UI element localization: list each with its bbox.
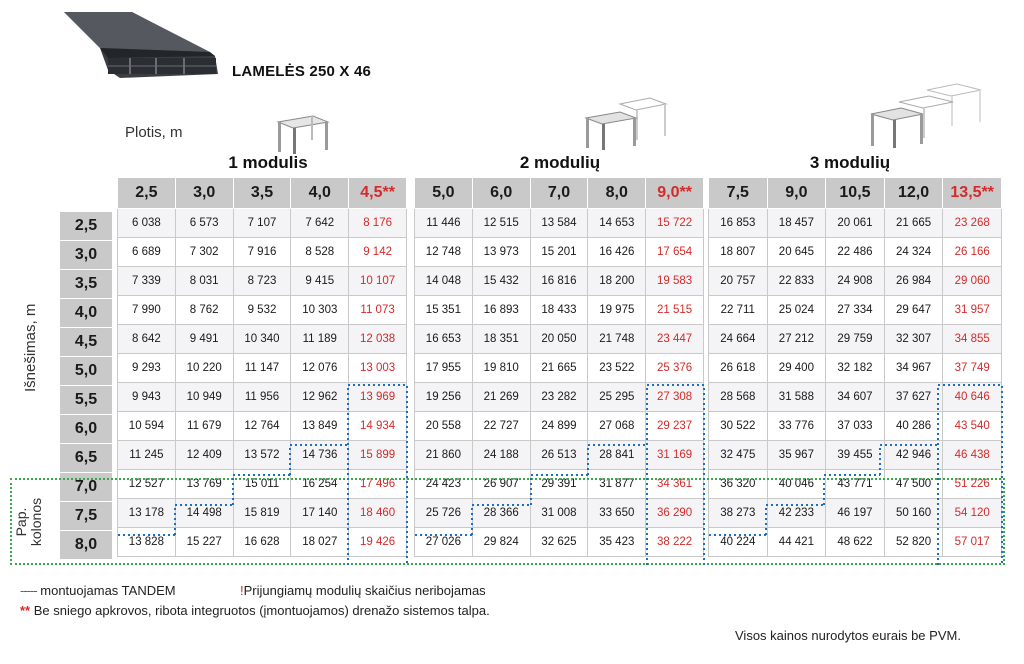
price-cell: 43 540 — [943, 412, 1002, 441]
price-cell: 17 955 — [415, 354, 473, 383]
price-cell: 24 423 — [415, 470, 473, 499]
table-row — [118, 209, 407, 238]
price-cell: 9 142 — [349, 238, 407, 267]
price-cell: 32 475 — [709, 441, 768, 470]
legend-unlimited-modules — [240, 583, 486, 598]
price-cell: 57 017 — [943, 528, 1002, 557]
price-cell: 20 050 — [530, 325, 588, 354]
price-cell: 24 188 — [472, 441, 530, 470]
price-cell: 29 647 — [884, 296, 943, 325]
price-cell: 18 433 — [530, 296, 588, 325]
table-row — [118, 383, 407, 412]
price-cell: 19 810 — [472, 354, 530, 383]
price-cell: 15 899 — [349, 441, 407, 470]
price-cell: 15 722 — [646, 209, 704, 238]
price-cell: 6 689 — [118, 238, 176, 267]
price-cell: 32 625 — [530, 528, 588, 557]
price-cell: 29 759 — [826, 325, 885, 354]
price-cell: 25 376 — [646, 354, 704, 383]
table-row — [415, 238, 704, 267]
table-row — [709, 296, 1002, 325]
column-header: 4,5** — [349, 178, 407, 209]
table-row — [415, 412, 704, 441]
price-cell: 54 120 — [943, 499, 1002, 528]
price-cell: 11 956 — [233, 383, 291, 412]
price-cell: 15 201 — [530, 238, 588, 267]
row-label: 6,5 — [60, 444, 112, 473]
price-cell: 13 828 — [118, 528, 176, 557]
price-cell: 19 975 — [588, 296, 646, 325]
price-cell: 6 573 — [175, 209, 233, 238]
extra-columns-label-line1: Pap. — [13, 507, 29, 537]
price-cell: 27 212 — [767, 325, 826, 354]
price-cell: 35 967 — [767, 441, 826, 470]
price-cell: 9 415 — [291, 267, 349, 296]
price-cell: 16 653 — [415, 325, 473, 354]
price-cell: 47 500 — [884, 470, 943, 499]
price-cell: 9 943 — [118, 383, 176, 412]
price-cell: 38 273 — [709, 499, 768, 528]
price-cell: 31 169 — [646, 441, 704, 470]
price-cell: 25 024 — [767, 296, 826, 325]
price-cell: 21 665 — [530, 354, 588, 383]
column-header: 9,0 — [767, 178, 826, 209]
price-cell: 20 757 — [709, 267, 768, 296]
price-cell: 26 166 — [943, 238, 1002, 267]
price-cell: 8 528 — [291, 238, 349, 267]
price-cell: 21 515 — [646, 296, 704, 325]
price-cell: 33 776 — [767, 412, 826, 441]
price-cell: 28 841 — [588, 441, 646, 470]
price-cell: 17 140 — [291, 499, 349, 528]
double-asterisk-mark: ** — [20, 603, 31, 618]
table-row — [415, 383, 704, 412]
row-label: 8,0 — [60, 531, 112, 560]
row-label: 4,0 — [60, 299, 112, 328]
pergola-3-modules-icon — [865, 82, 985, 152]
table-row — [118, 267, 407, 296]
price-cell: 51 226 — [943, 470, 1002, 499]
exclamation-mark: ! — [240, 583, 244, 598]
price-cell: 26 513 — [530, 441, 588, 470]
group-3-title: 3 modulių — [809, 153, 891, 172]
price-cell: 10 303 — [291, 296, 349, 325]
table-row — [709, 325, 1002, 354]
price-cell: 8 031 — [175, 267, 233, 296]
table-row — [415, 354, 704, 383]
price-cell: 23 268 — [943, 209, 1002, 238]
price-cell: 15 432 — [472, 267, 530, 296]
price-cell: 36 290 — [646, 499, 704, 528]
price-cell: 15 011 — [233, 470, 291, 499]
price-cell: 40 286 — [884, 412, 943, 441]
price-cell: 12 764 — [233, 412, 291, 441]
legend-note-text: Be sniego apkrovos, ribota integruotos (įmontuojamos) drenažo sistemos talpa. — [30, 603, 490, 618]
price-cell: 18 460 — [349, 499, 407, 528]
column-header: 3,0 — [175, 178, 233, 209]
table-row — [709, 209, 1002, 238]
price-cell: 46 197 — [826, 499, 885, 528]
table-row — [709, 267, 1002, 296]
column-header: 7,5 — [709, 178, 768, 209]
price-cell: 10 594 — [118, 412, 176, 441]
price-cell: 27 308 — [646, 383, 704, 412]
length-axis-label: Išnešimas, m — [22, 303, 39, 392]
column-header: 6,0 — [472, 178, 530, 209]
legend-tandem-text: montuojamas TANDEM — [36, 583, 176, 598]
column-header: 12,0 — [884, 178, 943, 209]
price-cell: 39 455 — [826, 441, 885, 470]
price-cell: 12 748 — [415, 238, 473, 267]
group-1-title: 1 modulis — [228, 153, 308, 172]
price-cell: 16 628 — [233, 528, 291, 557]
price-cell: 34 361 — [646, 470, 704, 499]
price-cell: 37 749 — [943, 354, 1002, 383]
price-cell: 13 849 — [291, 412, 349, 441]
price-cell: 48 622 — [826, 528, 885, 557]
table-row — [415, 209, 704, 238]
column-header: 4,0 — [291, 178, 349, 209]
column-header: 13,5** — [943, 178, 1002, 209]
price-cell: 10 107 — [349, 267, 407, 296]
price-cell: 23 447 — [646, 325, 704, 354]
price-cell: 18 457 — [767, 209, 826, 238]
column-header: 5,0 — [415, 178, 473, 209]
pergola-1-module-icon — [268, 112, 338, 154]
price-cell: 21 748 — [588, 325, 646, 354]
price-cell: 29 391 — [530, 470, 588, 499]
price-cell: 16 426 — [588, 238, 646, 267]
price-cell: 22 727 — [472, 412, 530, 441]
column-header: 9,0** — [646, 178, 704, 209]
price-cell: 40 224 — [709, 528, 768, 557]
table-row — [709, 238, 1002, 267]
price-cell: 23 522 — [588, 354, 646, 383]
price-cell: 12 038 — [349, 325, 407, 354]
price-cell: 8 176 — [349, 209, 407, 238]
price-cell: 12 962 — [291, 383, 349, 412]
product-title: LAMELĖS 250 X 46 — [232, 63, 372, 80]
price-cell: 7 107 — [233, 209, 291, 238]
row-label: 3,0 — [60, 241, 112, 270]
price-cell: 19 426 — [349, 528, 407, 557]
row-label: 7,5 — [60, 502, 112, 531]
tandem-line-symbol: ----- — [20, 583, 37, 598]
extra-columns-label — [14, 486, 44, 558]
price-cell: 7 916 — [233, 238, 291, 267]
price-cell: 16 893 — [472, 296, 530, 325]
extra-columns-label-line2: kolonos — [28, 497, 44, 547]
price-cell: 8 723 — [233, 267, 291, 296]
price-cell: 50 160 — [884, 499, 943, 528]
legend-unlimited-text: Prijungiamų modulių skaičius neribojamas — [243, 583, 486, 598]
price-cell: 29 237 — [646, 412, 704, 441]
price-cell: 52 820 — [884, 528, 943, 557]
price-cell: 16 254 — [291, 470, 349, 499]
row-label: 4,5 — [60, 328, 112, 357]
price-cell: 27 334 — [826, 296, 885, 325]
price-cell: 7 642 — [291, 209, 349, 238]
price-cell: 28 366 — [472, 499, 530, 528]
price-cell: 13 969 — [349, 383, 407, 412]
price-cell: 14 736 — [291, 441, 349, 470]
table-row — [118, 441, 407, 470]
table-row — [709, 383, 1002, 412]
table-row — [415, 296, 704, 325]
extra-columns-region — [10, 478, 1005, 565]
price-cell: 31 008 — [530, 499, 588, 528]
price-cell: 20 061 — [826, 209, 885, 238]
price-cell: 31 588 — [767, 383, 826, 412]
price-cell: 20 558 — [415, 412, 473, 441]
price-cell: 14 653 — [588, 209, 646, 238]
price-cell: 7 302 — [175, 238, 233, 267]
price-cell: 21 269 — [472, 383, 530, 412]
price-cell: 13 178 — [118, 499, 176, 528]
row-label: 5,5 — [60, 386, 112, 415]
table-row — [709, 412, 1002, 441]
price-cell: 40 646 — [943, 383, 1002, 412]
price-cell: 28 568 — [709, 383, 768, 412]
column-header: 2,5 — [118, 178, 176, 209]
price-cell: 18 027 — [291, 528, 349, 557]
price-cell: 12 527 — [118, 470, 176, 499]
price-cell: 38 222 — [646, 528, 704, 557]
price-cell: 25 295 — [588, 383, 646, 412]
price-cell: 12 409 — [175, 441, 233, 470]
prices-note: Visos kainos nurodytos eurais be PVM. — [735, 628, 961, 643]
price-cell: 14 934 — [349, 412, 407, 441]
price-cell: 42 233 — [767, 499, 826, 528]
price-cell: 42 946 — [884, 441, 943, 470]
price-cell: 13 003 — [349, 354, 407, 383]
price-cell: 30 522 — [709, 412, 768, 441]
price-cell: 36 320 — [709, 470, 768, 499]
row-label: 6,0 — [60, 415, 112, 444]
table-row — [118, 238, 407, 267]
price-cell: 7 339 — [118, 267, 176, 296]
price-cell: 46 438 — [943, 441, 1002, 470]
price-cell: 17 654 — [646, 238, 704, 267]
group-2-title: 2 modulių — [519, 153, 601, 172]
price-cell: 34 967 — [884, 354, 943, 383]
price-cell: 16 853 — [709, 209, 768, 238]
price-cell: 13 973 — [472, 238, 530, 267]
price-cell: 15 819 — [233, 499, 291, 528]
price-cell: 17 496 — [349, 470, 407, 499]
price-cell: 34 607 — [826, 383, 885, 412]
price-cell: 23 282 — [530, 383, 588, 412]
price-cell: 10 949 — [175, 383, 233, 412]
price-cell: 34 855 — [943, 325, 1002, 354]
price-cell: 26 618 — [709, 354, 768, 383]
price-cell: 9 491 — [175, 325, 233, 354]
price-cell: 20 645 — [767, 238, 826, 267]
price-cell: 10 340 — [233, 325, 291, 354]
price-cell: 21 665 — [884, 209, 943, 238]
price-cell: 29 400 — [767, 354, 826, 383]
table-row — [709, 354, 1002, 383]
price-cell: 29 824 — [472, 528, 530, 557]
price-cell: 22 833 — [767, 267, 826, 296]
price-cell: 15 351 — [415, 296, 473, 325]
price-cell: 26 984 — [884, 267, 943, 296]
price-cell: 10 220 — [175, 354, 233, 383]
price-cell: 26 907 — [472, 470, 530, 499]
table-row — [709, 441, 1002, 470]
price-cell: 32 182 — [826, 354, 885, 383]
table-row — [415, 441, 704, 470]
price-cell: 8 642 — [118, 325, 176, 354]
lamella-profile-image — [60, 8, 225, 80]
table-row — [118, 296, 407, 325]
price-cell: 37 033 — [826, 412, 885, 441]
price-cell: 29 060 — [943, 267, 1002, 296]
price-cell: 9 532 — [233, 296, 291, 325]
price-cell: 16 816 — [530, 267, 588, 296]
table-row — [415, 325, 704, 354]
price-cell: 12 076 — [291, 354, 349, 383]
row-label: 2,5 — [60, 212, 112, 241]
price-cell: 24 899 — [530, 412, 588, 441]
price-cell: 19 583 — [646, 267, 704, 296]
price-cell: 11 189 — [291, 325, 349, 354]
price-cell: 11 679 — [175, 412, 233, 441]
price-cell: 22 711 — [709, 296, 768, 325]
price-cell: 11 245 — [118, 441, 176, 470]
price-cell: 11 446 — [415, 209, 473, 238]
row-label: 3,5 — [60, 270, 112, 299]
price-cell: 43 771 — [826, 470, 885, 499]
price-cell: 31 957 — [943, 296, 1002, 325]
price-cell: 32 307 — [884, 325, 943, 354]
price-cell: 27 026 — [415, 528, 473, 557]
price-cell: 13 584 — [530, 209, 588, 238]
price-cell: 44 421 — [767, 528, 826, 557]
price-cell: 7 990 — [118, 296, 176, 325]
column-header: 3,5 — [233, 178, 291, 209]
price-cell: 19 256 — [415, 383, 473, 412]
price-cell: 40 046 — [767, 470, 826, 499]
legend-snow-load-note — [20, 603, 490, 618]
price-cell: 18 807 — [709, 238, 768, 267]
price-cell: 33 650 — [588, 499, 646, 528]
price-cell: 35 423 — [588, 528, 646, 557]
price-cell: 15 227 — [175, 528, 233, 557]
table-row — [118, 325, 407, 354]
price-cell: 13 572 — [233, 441, 291, 470]
price-cell: 9 293 — [118, 354, 176, 383]
price-cell: 18 200 — [588, 267, 646, 296]
pergola-2-modules-icon — [580, 96, 670, 152]
price-cell: 31 877 — [588, 470, 646, 499]
price-cell: 22 486 — [826, 238, 885, 267]
row-label: 7,0 — [60, 473, 112, 502]
price-cell: 12 515 — [472, 209, 530, 238]
table-row — [118, 354, 407, 383]
price-cell: 14 498 — [175, 499, 233, 528]
price-cell: 27 068 — [588, 412, 646, 441]
column-header: 7,0 — [530, 178, 588, 209]
price-cell: 24 664 — [709, 325, 768, 354]
column-header: 8,0 — [588, 178, 646, 209]
row-label: 5,0 — [60, 357, 112, 386]
column-header: 10,5 — [826, 178, 885, 209]
price-cell: 24 908 — [826, 267, 885, 296]
price-cell: 25 726 — [415, 499, 473, 528]
width-axis-label: Plotis, m — [125, 124, 183, 141]
table-row — [118, 412, 407, 441]
price-cell: 21 860 — [415, 441, 473, 470]
price-cell: 11 073 — [349, 296, 407, 325]
price-cell: 6 038 — [118, 209, 176, 238]
price-cell: 37 627 — [884, 383, 943, 412]
price-cell: 18 351 — [472, 325, 530, 354]
price-cell: 24 324 — [884, 238, 943, 267]
price-cell: 11 147 — [233, 354, 291, 383]
price-cell: 8 762 — [175, 296, 233, 325]
price-cell: 14 048 — [415, 267, 473, 296]
legend-tandem — [20, 583, 176, 598]
price-cell: 13 769 — [175, 470, 233, 499]
table-row — [415, 267, 704, 296]
